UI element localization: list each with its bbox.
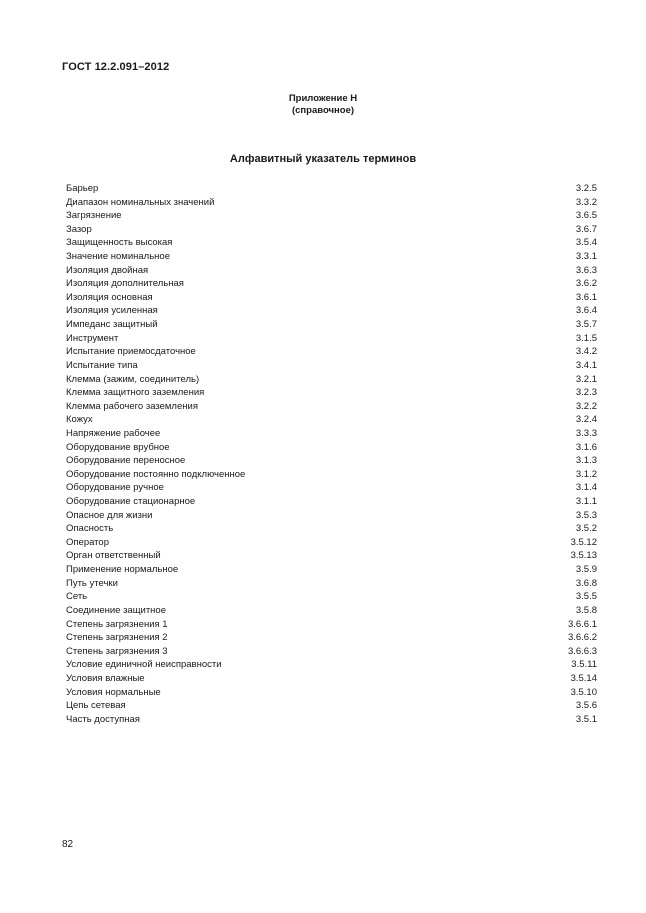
index-term: Защищенность высокая <box>66 237 173 249</box>
index-term: Условие единичной неисправности <box>66 659 222 671</box>
index-entry <box>66 250 597 264</box>
index-entry <box>66 182 597 196</box>
index-section-ref: 3.5.7 <box>575 319 597 331</box>
index-term: Степень загрязнения 3 <box>66 645 168 657</box>
index-entry <box>66 536 597 550</box>
index-section-ref: 3.2.3 <box>575 387 597 399</box>
index-term: Условия нормальные <box>66 686 161 698</box>
index-section-ref: 3.6.4 <box>575 305 597 317</box>
index-entry <box>66 345 597 359</box>
index-entry <box>66 658 597 672</box>
index-term: Степень загрязнения 2 <box>66 632 168 644</box>
index-section-ref: 3.3.3 <box>575 427 597 439</box>
index-term: Оборудование постоянно подключенное <box>66 468 246 480</box>
index-entry <box>66 522 597 536</box>
index-term: Оператор <box>66 536 109 548</box>
index-section-ref: 3.1.1 <box>575 496 597 508</box>
index-entry <box>66 454 597 468</box>
index-term: Барьер <box>66 183 99 194</box>
index-section-ref: 3.5.11 <box>571 659 597 671</box>
term-index-list <box>66 182 597 726</box>
index-term: Применение нормальное <box>66 564 179 576</box>
index-term: Оборудование ручное <box>66 482 164 494</box>
index-entry <box>66 672 597 686</box>
index-entry <box>66 196 597 210</box>
index-section-ref: 3.5.12 <box>570 536 597 548</box>
index-section-ref: 3.6.6.2 <box>567 632 597 644</box>
index-entry <box>66 400 597 414</box>
index-section-ref: 3.6.7 <box>575 223 597 235</box>
index-section-ref: 3.6.2 <box>575 278 597 290</box>
index-section-ref: 3.5.14 <box>570 672 597 684</box>
index-entry <box>66 318 597 332</box>
index-entry <box>66 549 597 563</box>
index-section-ref: 3.6.8 <box>575 577 597 589</box>
index-section-ref: 3.3.1 <box>575 251 597 263</box>
index-entry <box>66 359 597 373</box>
index-entry <box>66 236 597 250</box>
index-section-ref: 3.1.3 <box>575 455 597 467</box>
index-section-ref: 3.5.13 <box>570 550 597 562</box>
index-entry <box>66 699 597 713</box>
index-entry <box>66 563 597 577</box>
index-term: Напряжение рабочее <box>66 427 161 439</box>
index-term: Импеданс защитный <box>66 319 158 331</box>
index-section-ref: 3.5.10 <box>570 686 597 698</box>
index-term: Значение номинальное <box>66 251 170 263</box>
index-term: Оборудование переносное <box>66 455 186 467</box>
index-entry <box>66 277 597 291</box>
appendix-title: Приложение Н <box>288 93 358 104</box>
index-entry <box>66 509 597 523</box>
index-section-ref: 3.2.1 <box>575 373 597 385</box>
index-term: Часть доступная <box>66 713 140 725</box>
page-number: 82 <box>62 839 74 850</box>
index-entry <box>66 618 597 632</box>
index-term: Зазор <box>66 223 92 235</box>
index-section-ref: 3.6.6.1 <box>567 618 597 630</box>
index-section-ref: 3.1.5 <box>575 332 597 344</box>
index-term: Инструмент <box>66 332 119 344</box>
index-heading: Алфавитный указатель терминов <box>229 153 417 165</box>
index-entry <box>66 441 597 455</box>
index-term: Кожух <box>66 414 93 426</box>
index-entry <box>66 386 597 400</box>
index-term: Испытание приемосдаточное <box>66 346 196 358</box>
index-term: Цепь сетевая <box>66 700 126 712</box>
index-section-ref: 3.1.6 <box>575 441 597 453</box>
index-term: Изоляция дополнительная <box>66 278 184 290</box>
index-entry <box>66 631 597 645</box>
index-entry <box>66 713 597 727</box>
index-term: Сеть <box>66 591 88 603</box>
index-section-ref: 3.6.1 <box>575 291 597 303</box>
index-entry <box>66 604 597 618</box>
index-section-ref: 3.4.2 <box>575 346 597 358</box>
index-section-ref: 3.5.4 <box>575 237 597 249</box>
index-section-ref: 3.1.2 <box>575 468 597 480</box>
index-term: Клемма (зажим, соединитель) <box>66 373 200 385</box>
appendix-subtitle: (справочное) <box>291 105 355 116</box>
index-section-ref: 3.4.1 <box>575 359 597 371</box>
index-section-ref: 3.5.6 <box>575 700 597 712</box>
index-term: Опасность <box>66 523 114 535</box>
index-entry <box>66 468 597 482</box>
index-term: Соединение защитное <box>66 604 167 616</box>
index-term: Испытание типа <box>66 359 138 371</box>
index-entry <box>66 481 597 495</box>
index-entry <box>66 577 597 591</box>
index-section-ref: 3.5.8 <box>575 604 597 616</box>
index-section-ref: 3.5.5 <box>575 591 597 603</box>
index-term: Загрязнение <box>66 210 122 222</box>
index-section-ref: 3.6.3 <box>575 264 597 276</box>
index-term: Степень загрязнения 1 <box>66 618 168 630</box>
index-section-ref: 3.5.2 <box>575 523 597 535</box>
index-entry <box>66 373 597 387</box>
index-section-ref: 3.6.6.3 <box>567 645 597 657</box>
index-section-ref: 3.5.3 <box>575 509 597 521</box>
index-term: Клемма рабочего заземления <box>66 400 198 412</box>
index-term: Условия влажные <box>66 672 145 684</box>
index-entry <box>66 291 597 305</box>
index-section-ref: 3.5.1 <box>575 713 597 725</box>
index-term: Диапазон номинальных значений <box>66 196 215 208</box>
index-term: Путь утечки <box>66 577 118 589</box>
index-term: Изоляция усиленная <box>66 305 158 317</box>
index-entry <box>66 223 597 237</box>
index-term: Изоляция двойная <box>66 264 149 276</box>
index-section-ref: 3.6.5 <box>575 210 597 222</box>
index-section-ref: 3.2.5 <box>575 183 597 194</box>
index-term: Клемма защитного заземления <box>66 387 205 399</box>
index-entry <box>66 264 597 278</box>
index-entry <box>66 304 597 318</box>
index-entry <box>66 495 597 509</box>
index-entry <box>66 209 597 223</box>
standard-designation: ГОСТ 12.2.091–2012 <box>62 61 170 73</box>
index-entry <box>66 645 597 659</box>
index-term: Изоляция основная <box>66 291 153 303</box>
index-entry <box>66 686 597 700</box>
index-section-ref: 3.2.2 <box>575 400 597 412</box>
index-entry <box>66 590 597 604</box>
index-term: Орган ответственный <box>66 550 161 562</box>
index-section-ref: 3.5.9 <box>575 564 597 576</box>
index-entry <box>66 427 597 441</box>
index-section-ref: 3.2.4 <box>575 414 597 426</box>
index-term: Опасное для жизни <box>66 509 153 521</box>
index-entry <box>66 332 597 346</box>
index-term: Оборудование врубное <box>66 441 170 453</box>
index-section-ref: 3.1.4 <box>575 482 597 494</box>
index-term: Оборудование стационарное <box>66 496 196 508</box>
index-section-ref: 3.3.2 <box>575 196 597 208</box>
index-entry <box>66 413 597 427</box>
